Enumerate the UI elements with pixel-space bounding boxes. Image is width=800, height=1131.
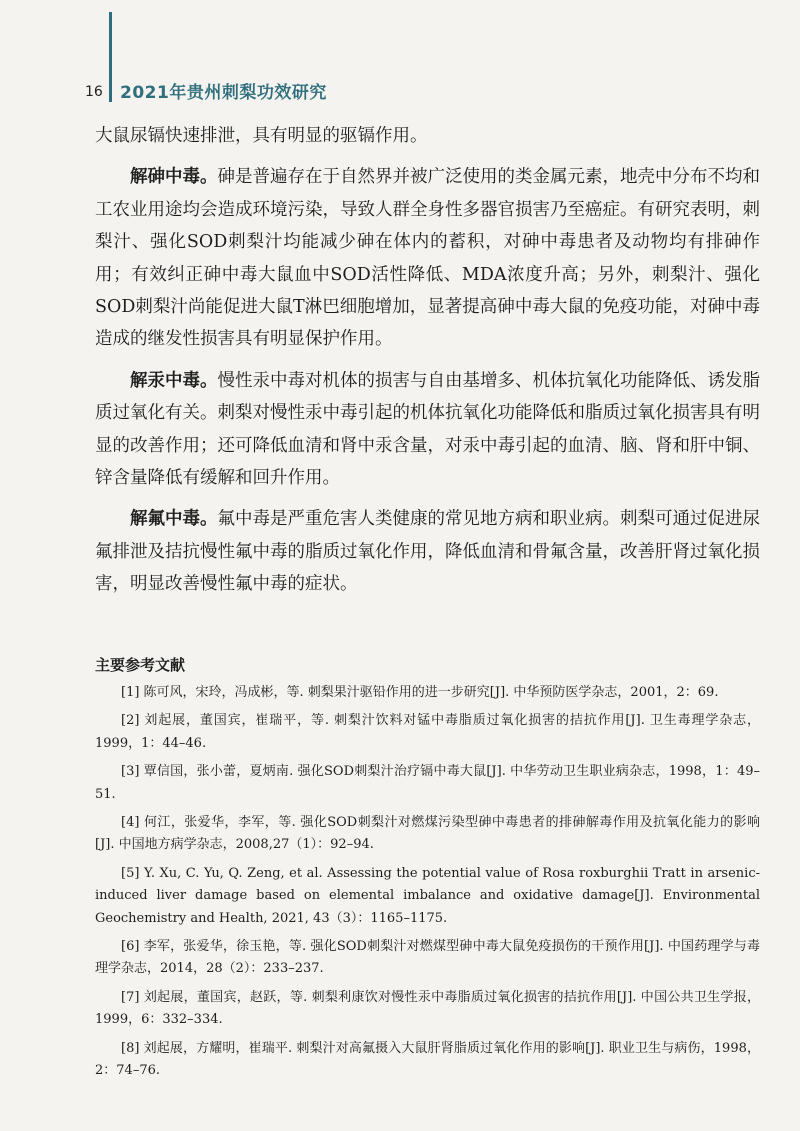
reference-item: [4] 何江，张爱华，李军，等. 强化SOD刺梨汁对燃煤污染型砷中毒患者的排砷解毒作用及抗氧化能力的影响[J]. 中国地方病学杂志，2008,27（1）：92–94. xyxy=(95,815,760,853)
reference-item: [6] 李军，张爱华，徐玉艳，等. 强化SOD刺梨汁对燃煤型砷中毒大鼠免疫损伤的干预作用[J]. 中国药理学与毒理学杂志，2014，28（2）：233–237. xyxy=(95,939,760,977)
references-title: 主要参考文献 xyxy=(95,656,186,674)
reference-item: [5] Y. Xu, C. Yu, Q. Zeng, et al. Assessing the potential value of Rosa roxburghii Tratt in arsenic-induced liver damage based on elemental imbalance and oxidative damage[J]. Environmental Geochemistry and Health, 2021, 43（3）：1165–1175. xyxy=(95,865,760,926)
reference-item: [1] 陈可风，宋玲，冯成彬，等. 刺梨果汁驱铅作用的进一步研究[J]. 中华预防医学杂志，2001，2：69. xyxy=(121,685,719,700)
section-fluorine xyxy=(95,503,760,600)
reference-item: [3] 覃信国，张小蕾，夏炳南. 强化SOD刺梨汁治疗镉中毒大鼠[J]. 中华劳动卫生职业病杂志，1998，1：49–51. xyxy=(95,764,760,802)
reference-item: [2] 刘起展，董国宾，崔瑞平，等. 刺梨汁饮料对锰中毒脂质过氧化损害的拮抗作用[J]. 卫生毒理学杂志，1999，1：44–46. xyxy=(95,713,760,751)
section-mercury xyxy=(95,365,760,495)
section-text: 氟中毒是严重危害人类健康的常见地方病和职业病。刺梨可通过促进尿氟排泄及拮抗慢性氟中毒的脂质过氧化作用，降低血清和骨氟含量，改善肝肾过氧化损害，明显改善慢性氟中毒的症状。 xyxy=(95,509,760,595)
running-title: 2021年贵州刺梨功效研究 xyxy=(120,83,327,103)
references-list xyxy=(95,682,760,1089)
section-arsenic xyxy=(95,161,760,355)
section-heading: 解汞中毒。 xyxy=(130,370,218,391)
section-heading: 解砷中毒。 xyxy=(130,167,218,188)
page-number: 16 xyxy=(85,84,103,100)
intro-paragraph: 大鼠尿镉快速排泄，具有明显的驱镉作用。 xyxy=(95,126,428,146)
header-rule xyxy=(109,12,112,102)
body-text xyxy=(95,120,760,610)
reference-item: [7] 刘起展，董国宾，赵跃，等. 刺梨利康饮对慢性汞中毒脂质过氧化损害的拮抗作用[J]. 中国公共卫生学报，1999，6：332–334. xyxy=(95,989,760,1028)
reference-item: [8] 刘起展，方耀明，崔瑞平. 刺梨汁对高氟摄入大鼠肝肾脂质过氧化作用的影响[J]. 职业卫生与病伤，1998，2：74–76. xyxy=(95,1040,760,1079)
section-text: 砷是普遍存在于自然界并被广泛使用的类金属元素，地壳中分布不均和工农业用途均会造成环境污染，导致人群全身性多器官损害乃至癌症。有研究表明，刺梨汁、强化SOD刺梨汁均能减少砷在体内的蓄积，对砷中毒患者及动物均有排砷作用；有效纠正砷中毒大鼠血中SOD活性降低、MDA浓度升高；另外，刺梨汁、强化SOD刺梨汁尚能促进大鼠T淋巴细胞增加，显著提高砷中毒大鼠的免疫功能，对砷中毒造成的继发性损害具有明显保护作用。 xyxy=(95,167,760,350)
section-text: 慢性汞中毒对机体的损害与自由基增多、机体抗氧化功能降低、诱发脂质过氧化有关。刺梨对慢性汞中毒引起的机体抗氧化功能降低和脂质过氧化损害具有明显的改善作用；还可降低血清和肾中汞含量，对汞中毒引起的血清、脑、肾和肝中铜、锌含量降低有缓解和回升作用。 xyxy=(95,370,760,489)
section-heading: 解氟中毒。 xyxy=(130,509,218,530)
